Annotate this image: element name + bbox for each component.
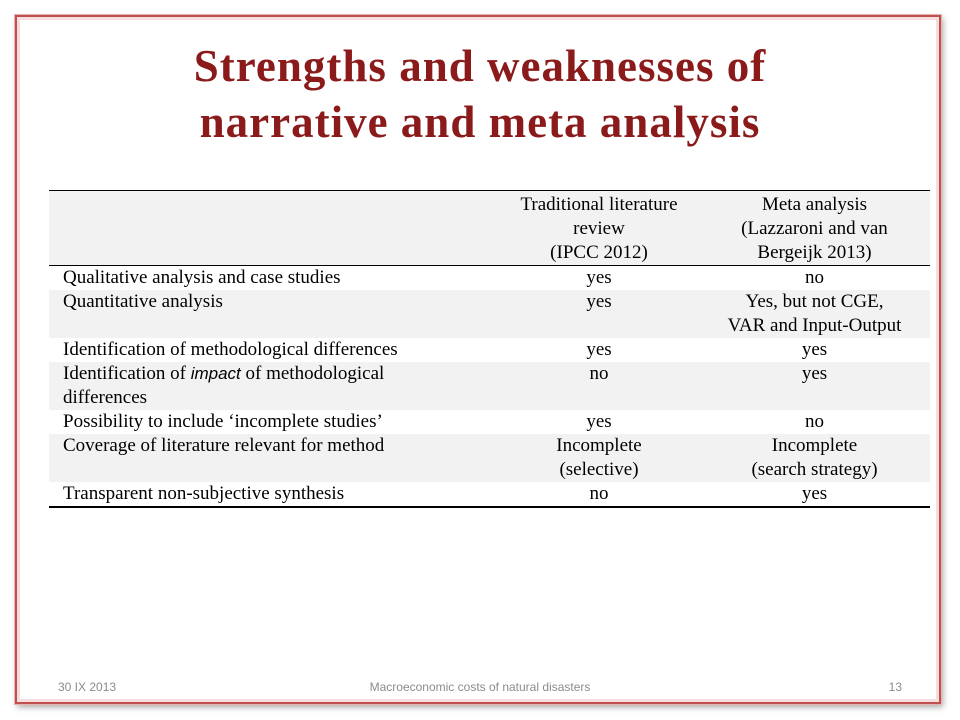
- table-row: [49, 410, 930, 434]
- row-label: Transparent non-subjective synthesis: [63, 483, 345, 504]
- table-row: [49, 362, 930, 410]
- cell-line: VAR and Input-Output: [727, 315, 902, 336]
- row-traditional-value: yes: [586, 411, 612, 432]
- table-row: [49, 290, 930, 338]
- cell-line: Yes, but not CGE,: [745, 291, 884, 312]
- header-line: (IPCC 2012): [550, 242, 648, 263]
- row-meta-value: no: [805, 267, 824, 288]
- table-row: [49, 434, 930, 482]
- header-line: Meta analysis: [761, 194, 867, 215]
- footer-title: Macroeconomic costs of natural disasters: [369, 680, 591, 694]
- header-line: review: [573, 218, 625, 239]
- row-label: [49, 362, 499, 410]
- cell-line: Incomplete: [771, 435, 858, 456]
- row-traditional-value: no: [589, 483, 609, 504]
- row-meta-value: [699, 434, 930, 482]
- row-meta-value: yes: [801, 339, 828, 360]
- row-label: Identification of methodological differences: [63, 339, 398, 360]
- cell-line: differences: [63, 387, 148, 408]
- table-row: [49, 338, 930, 362]
- row-traditional-value: no: [499, 362, 699, 410]
- slide-title: [0, 38, 960, 150]
- table-row: [49, 482, 930, 507]
- cell-line: (search strategy): [751, 459, 878, 480]
- row-traditional-value: yes: [499, 290, 699, 338]
- table-header-row: [49, 191, 930, 266]
- row-meta-value: no: [805, 411, 824, 432]
- label-text: of methodological: [240, 363, 385, 384]
- header-line: (Lazzaroni and van: [741, 218, 888, 239]
- header-empty-cell: [49, 191, 499, 266]
- table-row: [49, 266, 930, 291]
- row-traditional-value: yes: [586, 267, 612, 288]
- row-traditional-value: yes: [586, 339, 612, 360]
- slide-title-line-2: narrative and meta analysis: [199, 97, 761, 147]
- row-label: Qualitative analysis and case studies: [63, 267, 341, 288]
- label-text: Identification of: [63, 363, 191, 384]
- row-label: Coverage of literature relevant for method: [49, 434, 499, 482]
- slide-title-line-1: Strengths and weaknesses of: [193, 41, 767, 91]
- row-meta-value: [699, 290, 930, 338]
- row-label: Quantitative analysis: [49, 290, 499, 338]
- header-meta-analysis: [699, 191, 930, 266]
- row-meta-value: yes: [699, 362, 930, 410]
- cell-line: (selective): [559, 459, 639, 480]
- cell-line: Incomplete: [556, 435, 642, 456]
- row-meta-value: yes: [801, 483, 828, 504]
- comparison-table: [49, 190, 930, 508]
- footer-date: 30 IX 2013: [58, 680, 117, 694]
- row-label: Possibility to include ‘incomplete studies’: [63, 411, 383, 432]
- header-line: Bergeijk 2013): [757, 242, 872, 263]
- label-emphasis: impact: [190, 364, 241, 383]
- header-line: Traditional literature: [520, 194, 678, 215]
- cell-line: [63, 362, 489, 386]
- header-traditional-review: [499, 191, 699, 266]
- row-traditional-value: [499, 434, 699, 482]
- footer-page-number: 13: [888, 680, 902, 694]
